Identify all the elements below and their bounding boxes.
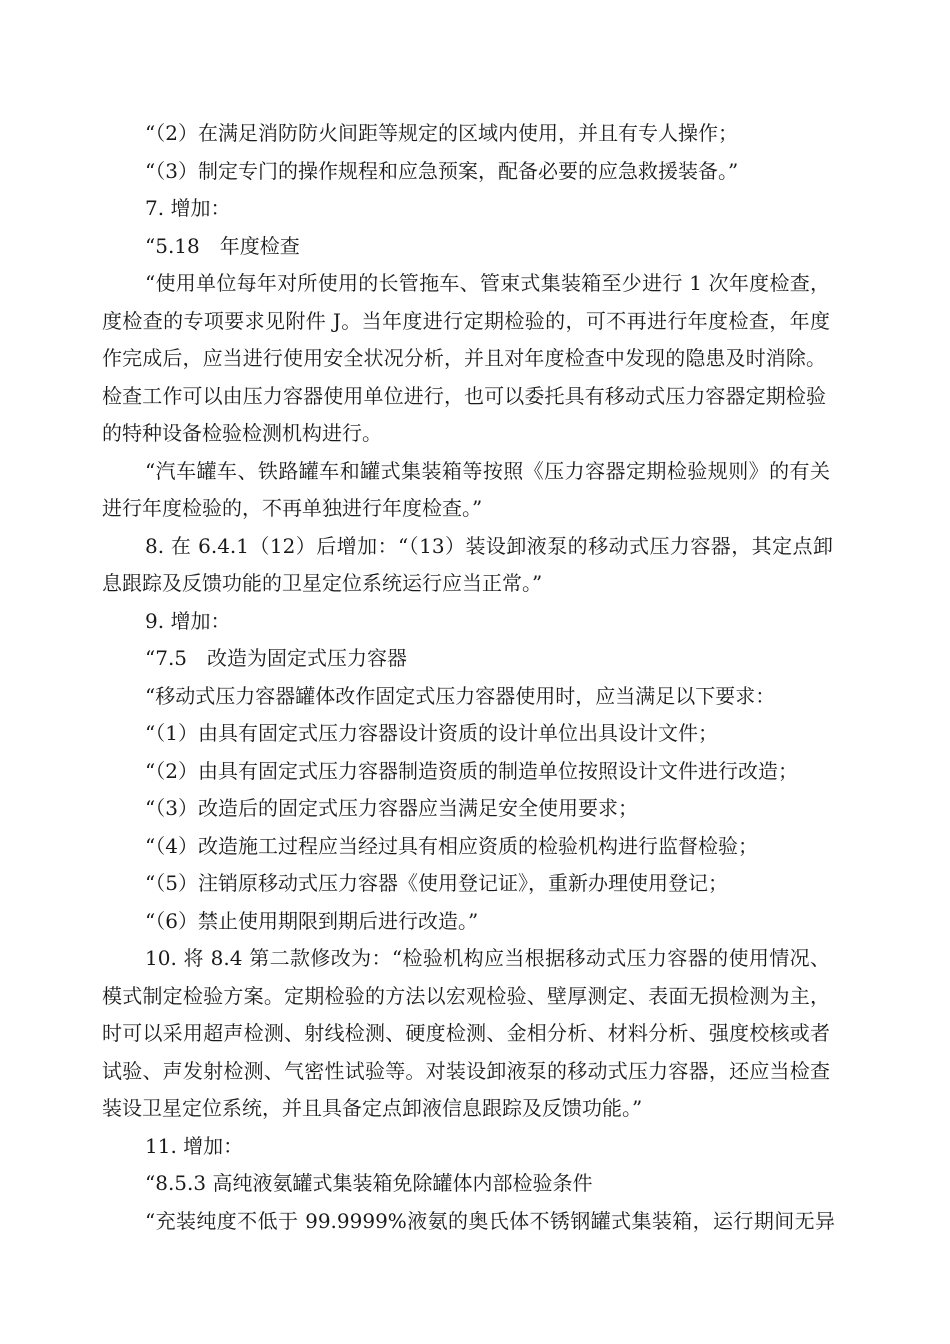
text-line: “移动式压力容器罐体改作固定式压力容器使用时，应当满足以下要求：	[145, 684, 776, 708]
text-line: 时可以采用超声检测、射线检测、硬度检测、金相分析、材料分析、强度校核或者	[102, 1021, 830, 1045]
text-line: 装设卫星定位系统，并且具备定点卸液信息跟踪及反馈功能。”	[102, 1096, 643, 1120]
text-line: “（2）在满足消防防火间距等规定的区域内使用，并且有专人操作；	[145, 121, 738, 145]
section-heading: “5.18 年度检查	[145, 234, 300, 258]
list-item-number: 11. 增加：	[145, 1134, 244, 1158]
text-line: “（4）改造施工过程应当经过具有相应资质的检验机构进行监督检验；	[145, 834, 758, 858]
text-line: “使用单位每年对所使用的长管拖车、管束式集装箱至少进行 1 次年度检查，	[145, 271, 830, 295]
text-line: 检查工作可以由压力容器使用单位进行，也可以委托具有移动式压力容器定期检验	[102, 384, 826, 408]
text-line: “（5）注销原移动式压力容器《使用登记证》，重新办理使用登记；	[145, 871, 728, 895]
text-line: 的特种设备检验检测机构进行。	[102, 421, 382, 445]
text-line: 度检查的专项要求见附件 J。当年度进行定期检验的，可不再进行年度检查，年度	[102, 309, 830, 333]
text-line: 进行年度检验的，不再单独进行年度检查。”	[102, 496, 483, 520]
list-item-number: 8. 在 6.4.1（12）后增加：“（13）装设卸液泵的移动式压力容器，其定点卸	[145, 534, 833, 558]
text-line: 试验、声发射检测、气密性试验等。对装设卸液泵的移动式压力容器，还应当检查	[102, 1059, 830, 1083]
text-line: “（6）禁止使用期限到期后进行改造。”	[145, 909, 479, 933]
list-item-number: 9. 增加：	[145, 609, 231, 633]
section-heading: “7.5 改造为固定式压力容器	[145, 646, 408, 670]
list-item-number: 7. 增加：	[145, 196, 231, 220]
text-line: “充装纯度不低于 99.9999%液氨的奥氏体不锈钢罐式集装箱，运行期间无异	[145, 1209, 835, 1233]
text-line: 作完成后，应当进行使用安全状况分析，并且对年度检查中发现的隐患及时消除。	[102, 346, 826, 370]
text-line: 息跟踪及反馈功能的卫星定位系统运行应当正常。”	[102, 571, 543, 595]
text-line: “（3）改造后的固定式压力容器应当满足安全使用要求；	[145, 796, 638, 820]
text-line: “（3）制定专门的操作规程和应急预案，配备必要的应急救援装备。”	[145, 159, 739, 183]
section-heading: “8.5.3 高纯液氨罐式集装箱免除罐体内部检验条件	[145, 1171, 593, 1195]
text-line: “汽车罐车、铁路罐车和罐式集装箱等按照《压力容器定期检验规则》的有关	[145, 459, 830, 483]
text-line: “（2）由具有固定式压力容器制造资质的制造单位按照设计文件进行改造；	[145, 759, 798, 783]
text-line: 模式制定检验方案。定期检验的方法以宏观检验、壁厚测定、表面无损检测为主，	[102, 984, 830, 1008]
text-line: “（1）由具有固定式压力容器设计资质的设计单位出具设计文件；	[145, 721, 718, 745]
list-item-number: 10. 将 8.4 第二款修改为：“检验机构应当根据移动式压力容器的使用情况、	[145, 946, 830, 970]
